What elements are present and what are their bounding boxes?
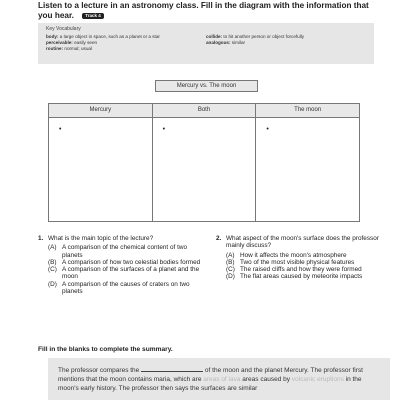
vocab-title: Key Vocabulary: [46, 26, 81, 32]
question-1: 1. What is the main topic of the lecture? (A) A comparison of the chemical content of two planets (B) A comparison of how two celestial bodies formed (C) A comparison of the surfaces of a planet and the moon (D) A comparison of the causes of craters on two planets: [38, 235, 208, 295]
moon-header: The moon: [256, 104, 359, 118]
question-stem: What is the main topic of the lecture?: [48, 235, 154, 242]
answer-option[interactable]: (A) How it affects the moon's atmosphere: [226, 251, 347, 259]
bullet-point: •: [266, 126, 269, 133]
faded-answer-text: volcanic eruptions: [291, 376, 344, 383]
bullet-point: •: [162, 126, 166, 133]
instructions: [38, 1, 378, 21]
summary-heading: Fill in the blanks to complete the summary.: [38, 346, 173, 353]
answer-option[interactable]: (C) The raised cliffs and how they were formed: [226, 266, 362, 274]
mercury-header: Mercury: [49, 104, 152, 118]
bullet-point: •: [59, 126, 62, 133]
vocab-item: analogous: similar: [206, 40, 246, 45]
blank-field[interactable]: [141, 365, 203, 372]
answer-option[interactable]: (C) A comparison of the surfaces of a planet and the moon: [48, 266, 200, 281]
vocab-item: body: a large object in space, such as a planet or a star: [46, 34, 160, 39]
answer-option[interactable]: (D) The flat areas caused by meteorite impacts: [226, 273, 363, 281]
both-header: Both: [153, 104, 256, 118]
mercury-column[interactable]: [49, 104, 153, 221]
answer-option[interactable]: (B) A comparison of how two celestial bodies formed: [48, 258, 201, 266]
instruction-text: Listen to a lecture in an astronomy class. Fill in the diagram with the information that you hear.: [38, 1, 369, 20]
vocab-left-column: [46, 34, 206, 52]
both-column[interactable]: [153, 104, 257, 221]
question-2: 2. What aspect of the moon's surface does the professor mainly discuss? (A) How it affects the moon's atmosphere (B) Two of the most visible physical features (C) The raised cliffs and how they were formed (D) The flat areas caused by meteorite impacts: [216, 235, 386, 281]
answer-option[interactable]: (B) Two of the most visible physical features: [226, 258, 355, 266]
diagram-title: Mercury vs. The moon: [155, 80, 258, 92]
question-stem: What aspect of the moon's surface does the professor mainly discuss?: [226, 235, 379, 250]
answer-option[interactable]: (D) A comparison of the causes of craters on two planets: [48, 280, 190, 296]
comparison-diagram: [48, 103, 360, 222]
key-vocabulary-box: [38, 23, 374, 64]
vocab-item: perceivable: easily seen: [46, 40, 98, 45]
vocab-right-column: [206, 34, 366, 52]
moon-column[interactable]: [256, 104, 359, 221]
vocab-item: collide: to hit another person or object forcefully: [206, 34, 305, 39]
vocab-item: routine: normal; usual: [46, 46, 92, 51]
answer-option[interactable]: (A) A comparison of the chemical content of two planets: [48, 244, 188, 259]
summary-box: The professor compares the of the moon and the planet Mercury. The professor first mentions that the moon contains maria, which are areas of lava areas caused by volcanic eruptions in the moon's early history. The professor then says the surfaces are similar: [48, 358, 390, 400]
track-badge[interactable]: Track 4: [82, 13, 104, 19]
faded-answer-text: areas of lava: [203, 376, 241, 383]
